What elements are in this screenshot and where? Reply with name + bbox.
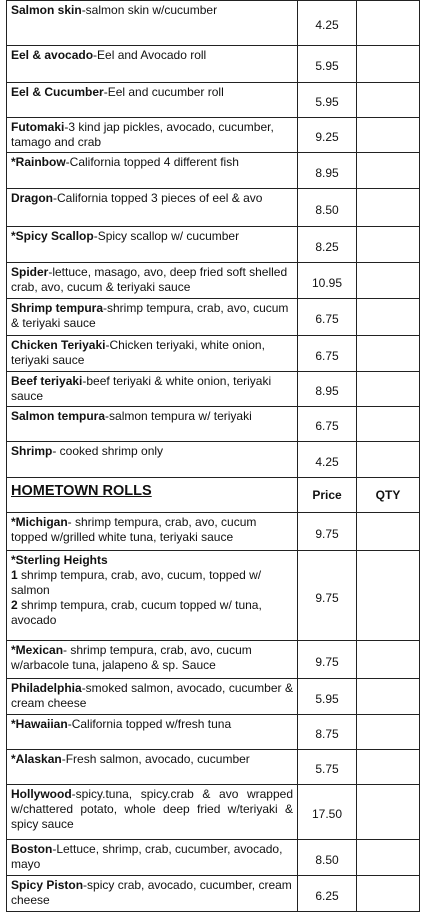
item-cell	[7, 118, 298, 153]
item-cell	[7, 336, 298, 372]
qty-cell[interactable]	[357, 442, 420, 478]
qty-cell[interactable]	[357, 227, 420, 263]
menu-row	[7, 750, 420, 785]
section-header-row	[7, 478, 420, 513]
item-description: -Chicken teriyaki, white onion, teriyaki sauce	[11, 338, 265, 367]
menu-table	[6, 0, 420, 912]
menu-row	[7, 785, 420, 840]
price-column-header: Price	[298, 478, 357, 513]
item-description: -California topped 4 different fish	[65, 155, 239, 169]
qty-cell[interactable]	[357, 513, 420, 551]
section-title: HOMETOWN ROLLS	[7, 478, 298, 513]
item-cell	[7, 227, 298, 263]
menu-row	[7, 679, 420, 715]
item-name: Shrimp tempura	[11, 301, 104, 315]
item-name: Futomaki	[11, 120, 65, 134]
item-cell	[7, 83, 298, 118]
item-price: 17.50	[298, 785, 357, 840]
menu-row	[7, 263, 420, 299]
item-cell	[7, 1, 298, 46]
item-description: -Spicy scallop w/ cucumber	[93, 229, 240, 243]
menu-row	[7, 513, 420, 551]
item-price: 5.95	[298, 83, 357, 118]
item-name: *Rainbow	[11, 155, 66, 169]
qty-cell[interactable]	[357, 1, 420, 46]
menu-row	[7, 118, 420, 153]
item-name: Hollywood	[11, 787, 72, 801]
item-name: Spicy Piston	[11, 878, 84, 892]
qty-cell[interactable]	[357, 189, 420, 227]
item-description: -salmon tempura w/ teriyaki	[105, 409, 252, 423]
item-price: 6.75	[298, 299, 357, 336]
item-description: -spicy.tuna, spicy.crab & avo wrapped w/chattered potato, whole deep fried w/teriyaki & spicy sauce	[11, 787, 293, 831]
item-cell	[7, 407, 298, 442]
item-cell	[7, 263, 298, 299]
qty-cell[interactable]	[357, 679, 420, 715]
item-description: -salmon skin w/cucumber	[81, 3, 218, 17]
qty-cell[interactable]	[357, 750, 420, 785]
menu-row	[7, 641, 420, 679]
item-price: 5.95	[298, 46, 357, 83]
option-number: 2	[11, 598, 18, 612]
item-description: -smoked salmon, avocado, cucumber & cream cheese	[11, 681, 293, 710]
item-price: 4.25	[298, 1, 357, 46]
item-cell	[7, 46, 298, 83]
item-price: 6.75	[298, 336, 357, 372]
item-price: 9.75	[298, 641, 357, 679]
item-name: Eel & avocado	[11, 48, 94, 62]
option-description: shrimp tempura, crab, cucum topped w/ tuna, avocado	[11, 598, 262, 627]
item-name: Beef teriyaki	[11, 374, 83, 388]
option-description: shrimp tempura, crab, avo, cucum, topped w/ salmon	[11, 568, 262, 597]
item-name: Boston	[11, 842, 53, 856]
item-price: 8.25	[298, 227, 357, 263]
qty-cell[interactable]	[357, 840, 420, 876]
item-price: 6.75	[298, 407, 357, 442]
item-cell	[7, 513, 298, 551]
item-price: 9.75	[298, 513, 357, 551]
item-price: 5.95	[298, 679, 357, 715]
item-description: -beef teriyaki & white onion, teriyaki sauce	[11, 374, 272, 403]
item-name: *Michigan	[11, 515, 68, 529]
qty-cell[interactable]	[357, 407, 420, 442]
item-description: -Eel and cucumber roll	[103, 85, 224, 99]
menu-row	[7, 372, 420, 407]
menu-row	[7, 551, 420, 641]
item-name: Philadelphia	[11, 681, 82, 695]
menu-row	[7, 407, 420, 442]
item-name: *Spicy Scallop	[11, 229, 94, 243]
item-description: -Eel and Avocado roll	[93, 48, 207, 62]
item-name: Spider	[11, 265, 49, 279]
item-price: 9.75	[298, 551, 357, 641]
item-cell	[7, 641, 298, 679]
item-name: Dragon	[11, 191, 53, 205]
item-cell	[7, 189, 298, 227]
menu-row	[7, 189, 420, 227]
item-description: -shrimp tempura, crab, avo, cucum & teriyaki sauce	[11, 301, 289, 330]
item-cell	[7, 679, 298, 715]
qty-cell[interactable]	[357, 372, 420, 407]
item-option-1	[11, 568, 293, 598]
item-option-2	[11, 598, 293, 628]
qty-cell[interactable]	[357, 153, 420, 189]
item-description: -Lettuce, shrimp, crab, cucumber, avocado, mayo	[11, 842, 283, 871]
item-price: 10.95	[298, 263, 357, 299]
item-description: -Fresh salmon, avocado, cucumber	[61, 752, 250, 766]
menu-row	[7, 442, 420, 478]
item-cell	[7, 715, 298, 750]
item-price: 8.50	[298, 189, 357, 227]
item-name: Salmon skin	[11, 3, 82, 17]
menu-row	[7, 336, 420, 372]
menu-row	[7, 1, 420, 46]
item-price: 8.75	[298, 715, 357, 750]
menu-row	[7, 715, 420, 750]
item-price: 8.50	[298, 840, 357, 876]
item-cell	[7, 299, 298, 336]
item-name: Salmon tempura	[11, 409, 106, 423]
item-cell	[7, 750, 298, 785]
item-price: 9.25	[298, 118, 357, 153]
item-description: - shrimp tempura, crab, avo, cucum topped w/grilled white tuna, teriyaki sauce	[11, 515, 257, 544]
menu-row	[7, 227, 420, 263]
item-description: - shrimp tempura, crab, avo, cucum w/arbacole tuna, jalapeno & sp. Sauce	[11, 643, 252, 672]
qty-cell[interactable]	[357, 785, 420, 840]
qty-cell[interactable]	[357, 876, 420, 912]
menu-row	[7, 299, 420, 336]
item-name: *Sterling Heights	[11, 553, 108, 567]
item-price: 8.95	[298, 372, 357, 407]
menu-row	[7, 46, 420, 83]
item-price: 6.25	[298, 876, 357, 912]
qty-cell[interactable]	[357, 551, 420, 641]
item-price: 4.25	[298, 442, 357, 478]
item-name: Shrimp	[11, 444, 53, 458]
item-description: -3 kind jap pickles, avocado, cucumber, tamago and crab	[11, 120, 274, 149]
qty-cell[interactable]	[357, 263, 420, 299]
menu-row	[7, 876, 420, 912]
item-name: *Alaskan	[11, 752, 62, 766]
item-name: *Hawaiian	[11, 717, 68, 731]
item-cell	[7, 876, 298, 912]
item-cell	[7, 153, 298, 189]
menu-row	[7, 840, 420, 876]
qty-cell[interactable]	[357, 299, 420, 336]
qty-cell[interactable]	[357, 641, 420, 679]
item-price: 8.95	[298, 153, 357, 189]
qty-cell[interactable]	[357, 46, 420, 83]
item-description: -spicy crab, avocado, cucumber, cream cheese	[11, 878, 292, 907]
item-cell	[7, 442, 298, 478]
item-description: -California topped 3 pieces of eel & avo	[53, 191, 263, 205]
qty-cell[interactable]	[357, 715, 420, 750]
menu-row	[7, 83, 420, 118]
item-name: Eel & Cucumber	[11, 85, 104, 99]
qty-column-header: QTY	[357, 478, 420, 513]
qty-cell[interactable]	[357, 336, 420, 372]
option-number: 1	[11, 568, 18, 582]
menu-row	[7, 153, 420, 189]
item-description: -California topped w/fresh tuna	[67, 717, 232, 731]
item-cell	[7, 785, 298, 840]
item-description: - cooked shrimp only	[52, 444, 164, 458]
qty-cell[interactable]	[357, 83, 420, 118]
item-cell	[7, 551, 298, 641]
item-name: Chicken Teriyaki	[11, 338, 106, 352]
item-cell	[7, 840, 298, 876]
item-description: -lettuce, masago, avo, deep fried soft shelled crab, avo, cucum & teriyaki sauce	[11, 265, 288, 294]
qty-cell[interactable]	[357, 118, 420, 153]
item-name: *Mexican	[11, 643, 64, 657]
item-price: 5.75	[298, 750, 357, 785]
item-cell	[7, 372, 298, 407]
